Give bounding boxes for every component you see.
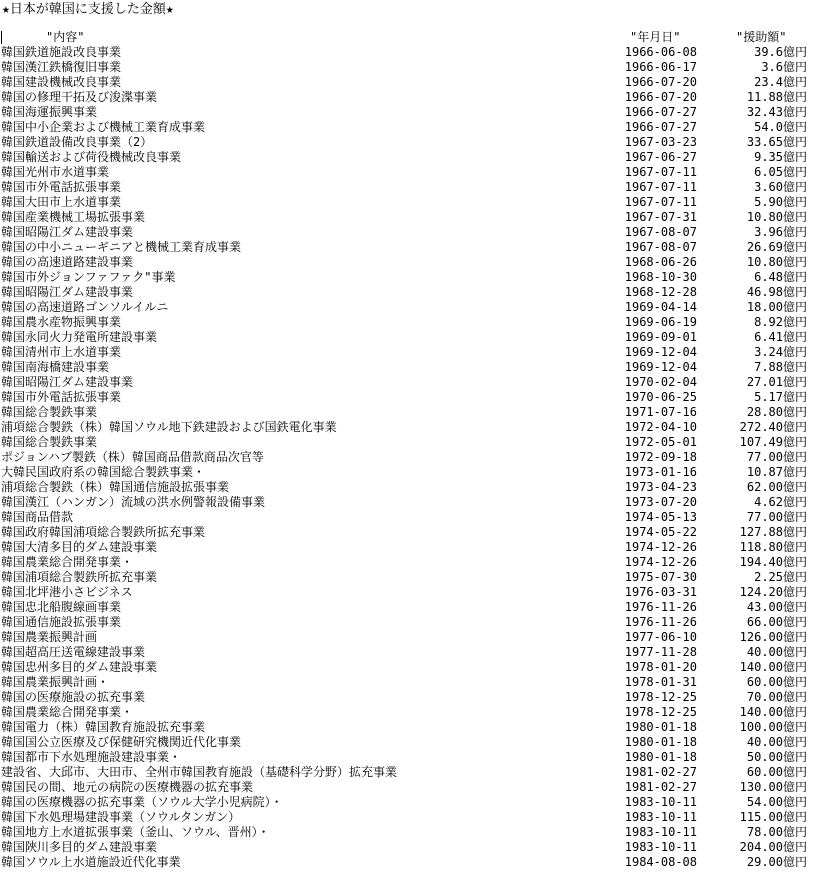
row-amount: 3.60億円 [754,180,807,194]
table-row [0,585,814,600]
row-content: 韓国農業振興計画 [1,630,98,644]
row-content: 韓国の修理干拓及び浚渫事業 [1,90,158,104]
row-amount: 5.17億円 [754,390,807,404]
row-amount: 60.00億円 [746,675,807,689]
table-row [0,285,814,300]
row-amount: 127.88億円 [739,525,807,539]
row-amount: 194.40億円 [739,555,807,569]
row-date: 1967-03-23 [624,135,697,149]
row-date: 1973-01-16 [624,465,697,479]
row-amount: 4.62億円 [754,495,807,509]
row-date: 1977-06-10 [624,630,697,644]
row-date: 1968-06-26 [624,255,697,269]
row-content: 韓国民の間、地元の病院の医療機器の拡充事業 [1,780,254,794]
row-date: 1969-04-14 [624,300,697,314]
row-content: 韓国大清多目的ダム建設事業 [1,540,158,554]
row-date: 1967-06-27 [624,150,697,164]
row-content: 韓国市外ジョンファファク"事業 [1,270,176,284]
row-date: 1981-02-27 [624,765,697,779]
row-amount: 18.00億円 [746,300,807,314]
table-row [0,135,814,150]
table-row [0,315,814,330]
row-content: 韓国農業総合開発事業・ [1,705,134,719]
row-content: 韓国ソウル上水道施設近代化事業 [1,855,181,869]
header-date: "年月日" [630,30,681,44]
row-amount: 10.80億円 [746,210,807,224]
table-row [0,795,814,810]
row-date: 1975-07-30 [624,570,697,584]
row-content: 浦項総合製鉄（株）韓国ソウル地下鉄建設および国鉄電化事業 [1,420,337,434]
row-amount: 62.00億円 [746,480,807,494]
row-content: 韓国超高圧送電線建設事業 [1,645,146,659]
table-row [0,330,814,345]
row-amount: 118.80億円 [739,540,807,554]
table-row [0,255,814,270]
row-date: 1970-06-25 [624,390,697,404]
row-content: 韓国総合製鉄事業 [1,405,98,419]
table-row [0,165,814,180]
row-amount: 32.43億円 [746,105,807,119]
table-row [0,420,814,435]
row-amount: 3.24億円 [754,345,807,359]
row-date: 1967-08-07 [624,240,697,254]
row-amount: 78.00億円 [746,825,807,839]
page-title: ★日本が韓国に支援した金額★ [2,2,174,17]
row-content: 韓国昭陽江ダム建設事業 [1,225,134,239]
table-row [0,210,814,225]
table-row [0,705,814,720]
row-date: 1976-11-26 [624,615,697,629]
row-amount: 77.00億円 [746,450,807,464]
row-content: 韓国の高速道路建設事業 [1,255,134,269]
row-amount: 5.90億円 [754,195,807,209]
row-date: 1966-07-27 [624,105,697,119]
table-row [0,120,814,135]
table-row [0,90,814,105]
row-amount: 46.98億円 [746,285,807,299]
row-date: 1969-12-04 [624,345,697,359]
row-amount: 60.00億円 [746,765,807,779]
table-row [0,660,814,675]
table-row [0,645,814,660]
row-date: 1983-10-11 [624,840,697,854]
table-row [0,810,814,825]
row-amount: 6.48億円 [754,270,807,284]
row-date: 1983-10-11 [624,795,697,809]
row-date: 1980-01-18 [624,750,697,764]
row-date: 1976-03-31 [624,585,697,599]
row-date: 1967-07-11 [624,180,697,194]
row-content: 韓国の医療機器の拡充事業（ソウル大学小児病院）・ [1,795,283,809]
table-row [0,105,814,120]
row-content: 韓国陜川多目的ダム建設事業 [1,840,158,854]
row-date: 1968-10-30 [624,270,697,284]
row-content: 韓国漢江鉄橋復旧事業 [1,60,122,74]
table-row [0,225,814,240]
row-amount: 115.00億円 [739,810,807,824]
table-row [0,765,814,780]
row-date: 1967-08-07 [624,225,697,239]
row-date: 1967-07-31 [624,210,697,224]
row-amount: 23.4億円 [754,75,807,89]
row-amount: 77.00億円 [746,510,807,524]
row-amount: 6.41億円 [754,330,807,344]
row-content: 韓国昭陽江ダム建設事業 [1,285,134,299]
row-date: 1969-06-19 [624,315,697,329]
row-date: 1973-07-20 [624,495,697,509]
row-date: 1966-06-17 [624,60,697,74]
row-date: 1967-07-11 [624,195,697,209]
row-amount: 140.00億円 [739,660,807,674]
row-content: 韓国地方上水道拡張事業（釜山、ソウル、晋州）・ [1,825,270,839]
row-content: 韓国市外電話拡張事業 [1,390,122,404]
row-content: 韓国農業総合開発事業・ [1,555,134,569]
row-date: 1976-11-26 [624,600,697,614]
row-date: 1974-05-13 [624,510,697,524]
row-amount: 29.00億円 [746,855,807,869]
table-row [0,495,814,510]
row-content: 韓国都市下水処理施設建設事業・ [1,750,182,764]
row-amount: 3.6億円 [761,60,807,74]
row-amount: 40.00億円 [746,735,807,749]
row-content: 韓国鉄道施設改良事業 [1,45,122,59]
row-content: 建設省、大邱市、大田市、全州市韓国教育施設（基礎科学分野）拡充事業 [1,765,398,779]
row-content: 韓国市外電話拡張事業 [1,180,122,194]
table-row [0,525,814,540]
row-date: 1974-05-22 [624,525,697,539]
row-date: 1972-04-10 [624,420,697,434]
row-amount: 54.00億円 [746,795,807,809]
header-content: "内容" [46,30,85,44]
row-date: 1967-07-11 [624,165,697,179]
table-row [0,555,814,570]
table-row [0,75,814,90]
row-content: 韓国農業振興計画・ [1,675,110,689]
row-amount: 3.96億円 [754,225,807,239]
row-amount: 54.0億円 [754,120,807,134]
row-amount: 140.00億円 [739,705,807,719]
row-content: 韓国輸送および荷役機械改良事業 [1,150,182,164]
row-content: 韓国大田市上水道事業 [1,195,122,209]
row-content: 韓国漢江（ハンガン）流域の洪水例警報設備事業 [1,495,266,509]
row-date: 1972-09-18 [624,450,697,464]
row-date: 1984-08-08 [624,855,697,869]
table-row [0,345,814,360]
row-amount: 272.40億円 [739,420,807,434]
table-row [0,675,814,690]
row-content: 韓国政府韓国浦項総合製鉄所拡充事業 [1,525,206,539]
column-header-row [0,30,814,44]
row-content: 韓国産業機械工場拡張事業 [1,210,146,224]
table-row [0,570,814,585]
row-content: 韓国下水処理場建設事業（ソウルタンガン） [1,810,241,824]
row-amount: 130.00億円 [739,780,807,794]
table-row [0,690,814,705]
row-content: 韓国の中小ニューギニアと機械工業育成事業 [1,240,242,254]
row-date: 1971-07-16 [624,405,697,419]
row-content: 韓国電力（株）韓国教育施設拡充事業 [1,720,206,734]
row-date: 1969-12-04 [624,360,697,374]
table-row [0,390,814,405]
row-date: 1966-07-27 [624,120,697,134]
table-row [0,855,814,870]
row-content: 韓国の医療施設の拡充事業 [1,690,146,704]
row-content: 韓国中小企業および機械工業育成事業 [1,120,206,134]
row-date: 1970-02-04 [624,375,697,389]
row-content: 韓国浦項総合製鉄所拡充事業 [1,570,158,584]
table-row [0,360,814,375]
row-date: 1974-12-26 [624,555,697,569]
row-date: 1981-02-27 [624,780,697,794]
aid-list [0,45,814,870]
row-amount: 43.00億円 [746,600,807,614]
table-row [0,450,814,465]
table-row [0,615,814,630]
row-amount: 126.00億円 [739,630,807,644]
row-amount: 26.69億円 [746,240,807,254]
table-row [0,540,814,555]
row-content: 韓国鉄道設備改良事業（2） [1,135,153,149]
row-date: 1983-10-11 [624,810,697,824]
row-content: 韓国国公立医療及び保健研究機関近代化事業 [1,735,242,749]
row-date: 1972-05-01 [624,435,697,449]
row-date: 1977-11-28 [624,645,697,659]
row-date: 1974-12-26 [624,540,697,554]
row-amount: 39.6億円 [754,45,807,59]
table-row [0,60,814,75]
row-amount: 10.87億円 [746,465,807,479]
table-row [0,45,814,60]
row-content: 韓国北坪港小さビジネス [1,585,133,599]
row-date: 1980-01-18 [624,735,697,749]
row-date: 1966-07-20 [624,75,697,89]
row-content: 浦項総合製鉄（株）韓国通信施設拡張事業 [1,480,230,494]
row-date: 1978-01-31 [624,675,697,689]
header-amount: "援助額" [736,30,787,44]
row-amount: 50.00億円 [746,750,807,764]
row-content: ポジョンハブ製鉄（株）韓国商品借款商品次官等 [1,450,264,464]
row-amount: 66.00億円 [746,615,807,629]
row-amount: 27.01億円 [746,375,807,389]
table-row [0,435,814,450]
row-content: 韓国忠州多目的ダム建設事業 [1,660,158,674]
table-row [0,405,814,420]
table-row [0,465,814,480]
row-content: 大韓民国政府系の韓国総合製鉄事業・ [1,465,206,479]
row-date: 1969-09-01 [624,330,697,344]
row-content: 韓国通信施設拡張事業 [1,615,122,629]
row-amount: 100.00億円 [739,720,807,734]
table-row [0,510,814,525]
row-amount: 124.20億円 [739,585,807,599]
row-amount: 9.35億円 [754,150,807,164]
table-row [0,270,814,285]
table-row [0,150,814,165]
table-row [0,195,814,210]
table-row [0,825,814,840]
row-amount: 70.00億円 [746,690,807,704]
row-amount: 2.25億円 [754,570,807,584]
table-row [0,180,814,195]
row-content: 韓国農水産物振興事業 [1,315,122,329]
row-date: 1980-01-18 [624,720,697,734]
row-amount: 8.92億円 [754,315,807,329]
table-row [0,750,814,765]
table-row [0,375,814,390]
row-date: 1973-04-23 [624,480,697,494]
row-amount: 28.80億円 [746,405,807,419]
row-amount: 107.49億円 [739,435,807,449]
row-amount: 6.05億円 [754,165,807,179]
row-content: 韓国光州市水道事業 [1,165,110,179]
table-row [0,840,814,855]
row-date: 1968-12-28 [624,285,697,299]
table-row [0,780,814,795]
table-row [0,240,814,255]
row-date: 1978-12-25 [624,690,697,704]
row-date: 1966-07-20 [624,90,697,104]
table-row [0,480,814,495]
row-content: 韓国海運振興事業 [1,105,98,119]
row-amount: 11.88億円 [746,90,807,104]
row-content: 韓国忠北船腹線画事業 [1,600,122,614]
row-content: 韓国商品借款 [1,510,74,524]
row-content: 韓国永同火力発電所建設事業 [1,330,158,344]
row-amount: 33.65億円 [746,135,807,149]
row-content: 韓国の高速道路ゴンソルイルニ [1,300,169,314]
text-cursor [1,31,2,44]
row-date: 1978-01-20 [624,660,697,674]
row-amount: 7.88億円 [754,360,807,374]
row-amount: 10.80億円 [746,255,807,269]
row-content: 韓国清州市上水道事業 [1,345,122,359]
table-row [0,735,814,750]
row-amount: 204.00億円 [739,840,807,854]
row-date: 1966-06-08 [624,45,697,59]
row-content: 韓国昭陽江ダム建設事業 [1,375,134,389]
row-amount: 40.00億円 [746,645,807,659]
table-row [0,600,814,615]
row-content: 韓国総合製鉄事業 [1,435,98,449]
row-date: 1978-12-25 [624,705,697,719]
row-content: 韓国建設機械改良事業 [1,75,122,89]
table-row [0,720,814,735]
row-content: 韓国南海橋建設事業 [1,360,110,374]
row-date: 1983-10-11 [624,825,697,839]
table-row [0,630,814,645]
table-row [0,300,814,315]
